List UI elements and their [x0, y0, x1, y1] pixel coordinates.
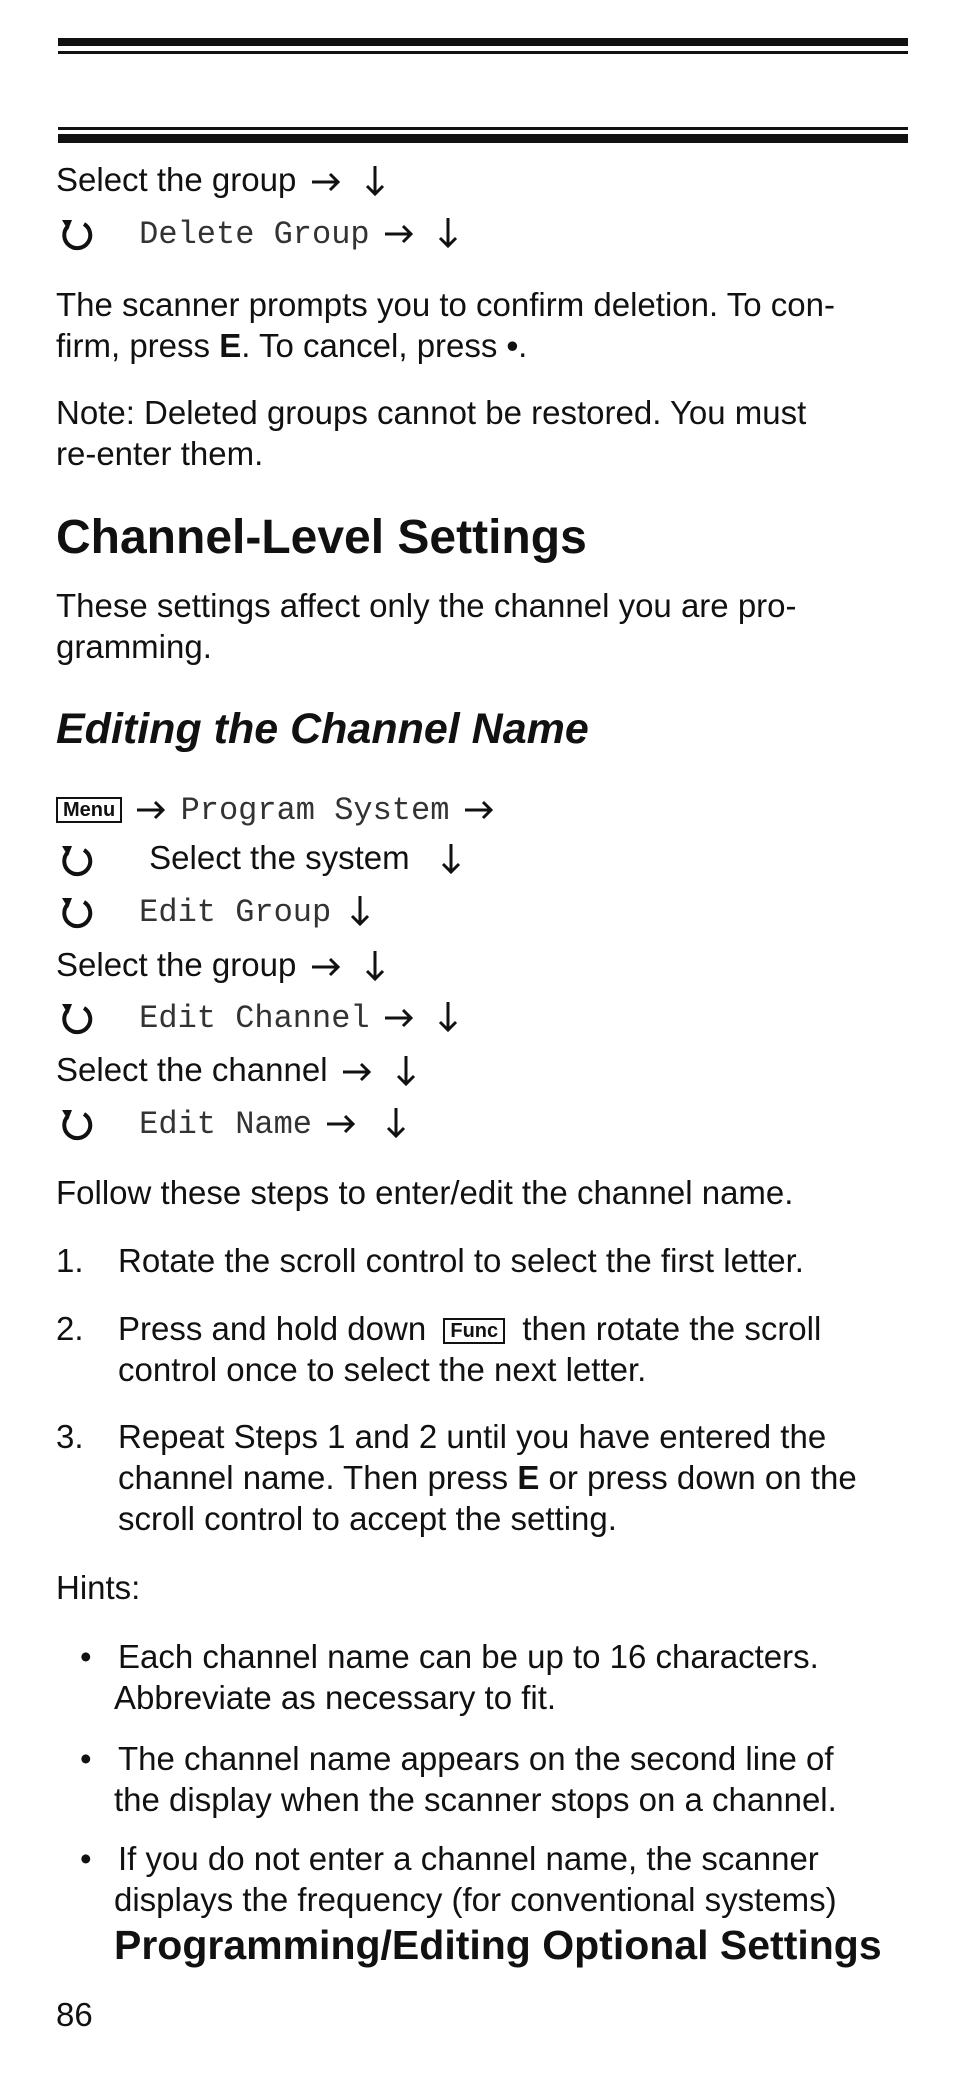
step-2-text: Press and hold down [118, 1310, 427, 1347]
heading-channel-level-settings: Channel-Level Settings [56, 511, 587, 564]
nav-select-system [56, 838, 471, 880]
program-system-label: Program System [180, 792, 450, 829]
confirm-paragraph [56, 284, 906, 366]
step-3-line-1: Repeat Steps 1 and 2 until you have entered the [118, 1418, 827, 1455]
confirm-line-2 [56, 325, 906, 366]
key-dot: • [506, 327, 519, 364]
edit-name-label: Edit Name [139, 1106, 312, 1143]
edit-channel-label: Edit Channel [139, 1000, 370, 1037]
down-arrow-icon [355, 947, 395, 987]
down-arrow-icon [428, 998, 468, 1038]
confirm-line-1: The scanner prompts you to confirm deletion. To con- [56, 286, 835, 323]
step-3-line-2 [118, 1457, 908, 1498]
nav-edit-name [56, 1102, 416, 1145]
hint-bullet: • [80, 1638, 92, 1675]
hint-bullet: • [80, 1840, 92, 1877]
nav-edit-channel [56, 996, 468, 1039]
down-arrow-icon [340, 892, 380, 932]
rotate-icon [56, 840, 100, 880]
rotate-icon [56, 998, 100, 1038]
step-3-line-3: scroll control to accept the setting. [118, 1500, 617, 1537]
edit-group-label: Edit Group [139, 894, 332, 931]
top-rule-thick-2 [58, 134, 908, 143]
note-paragraph [56, 392, 906, 474]
step-delete-group [56, 212, 468, 255]
func-key: Func [443, 1318, 505, 1344]
down-arrow-icon [428, 214, 468, 254]
page-number: 86 [56, 1996, 93, 2033]
select-group-text: Select the group [56, 946, 297, 983]
hint-line: The channel name appears on the second line of [118, 1740, 834, 1777]
hint-line: Abbreviate as necessary to fit. [114, 1679, 557, 1716]
top-rule-thin-2 [58, 127, 908, 130]
nav-select-group [56, 945, 395, 987]
confirm-text: firm, press [56, 327, 220, 364]
hint-line: If you do not enter a channel name, the scanner [118, 1840, 819, 1877]
channel-intro-line-1: These settings affect only the channel you are pro- [56, 587, 797, 624]
hint-line: displays the frequency (for conventional systems) [114, 1881, 837, 1918]
rotate-icon [56, 1104, 100, 1144]
hint-line: the display when the scanner stops on a channel. [114, 1781, 837, 1818]
channel-intro-line-2: gramming. [56, 628, 212, 665]
down-arrow-icon [355, 162, 395, 202]
confirm-text: . [518, 327, 528, 364]
key-e: E [219, 327, 242, 364]
right-arrow-icon [379, 998, 419, 1038]
follow-text: Follow these steps to enter/edit the channel name. [56, 1174, 794, 1211]
step-text [118, 1308, 908, 1390]
footer-section-title: Programming/Editing Optional Settings [114, 1922, 882, 1968]
nav-select-channel [56, 1050, 426, 1092]
right-arrow-icon [379, 214, 419, 254]
step-2-text: then rotate the scroll [522, 1310, 822, 1347]
channel-intro [56, 585, 906, 667]
right-arrow-icon [306, 162, 346, 202]
hint-text [114, 1738, 914, 1820]
menu-key: Menu [56, 797, 122, 823]
step-number: 2. [56, 1310, 84, 1347]
step-text [118, 1416, 908, 1539]
rotate-icon [56, 214, 100, 254]
right-arrow-icon [337, 1052, 377, 1092]
nav-menu-program-system [56, 788, 499, 831]
step-text: Rotate the scroll control to select the first letter. [118, 1242, 804, 1279]
right-arrow-icon [321, 1104, 361, 1144]
hint-text [114, 1838, 914, 1920]
hint-bullet: • [80, 1740, 92, 1777]
step-3-text: or press down on the [539, 1459, 857, 1496]
step-select-group-text: Select the group [56, 161, 297, 198]
down-arrow-icon [386, 1052, 426, 1092]
nav-edit-group [56, 890, 380, 933]
right-arrow-icon [306, 947, 346, 987]
down-arrow-icon [376, 1104, 416, 1144]
top-rule-thick-1 [58, 38, 908, 46]
right-arrow-icon [131, 790, 171, 830]
select-system-text: Select the system [149, 839, 410, 876]
down-arrow-icon [431, 840, 471, 880]
step-select-group [56, 160, 395, 202]
step-number: 3. [56, 1418, 84, 1455]
step-number: 1. [56, 1242, 84, 1279]
hint-text [114, 1636, 914, 1718]
step-3-text: channel name. Then press [118, 1459, 518, 1496]
right-arrow-icon [459, 790, 499, 830]
step-2-line-2: control once to select the next letter. [118, 1351, 647, 1388]
hints-label: Hints: [56, 1569, 141, 1606]
confirm-text: . To cancel, press [241, 327, 507, 364]
rotate-icon [56, 892, 100, 932]
step-2-line-1 [118, 1308, 908, 1349]
note-line-2: re-enter them. [56, 435, 264, 472]
top-rule-thin-1 [58, 51, 908, 54]
delete-group-label: Delete Group [139, 216, 370, 253]
note-line-1: Note: Deleted groups cannot be restored. You must [56, 394, 807, 431]
key-e: E [517, 1459, 540, 1496]
hint-line: Each channel name can be up to 16 characters. [118, 1638, 819, 1675]
select-channel-text: Select the channel [56, 1051, 328, 1088]
heading-editing-channel-name: Editing the Channel Name [56, 705, 589, 753]
